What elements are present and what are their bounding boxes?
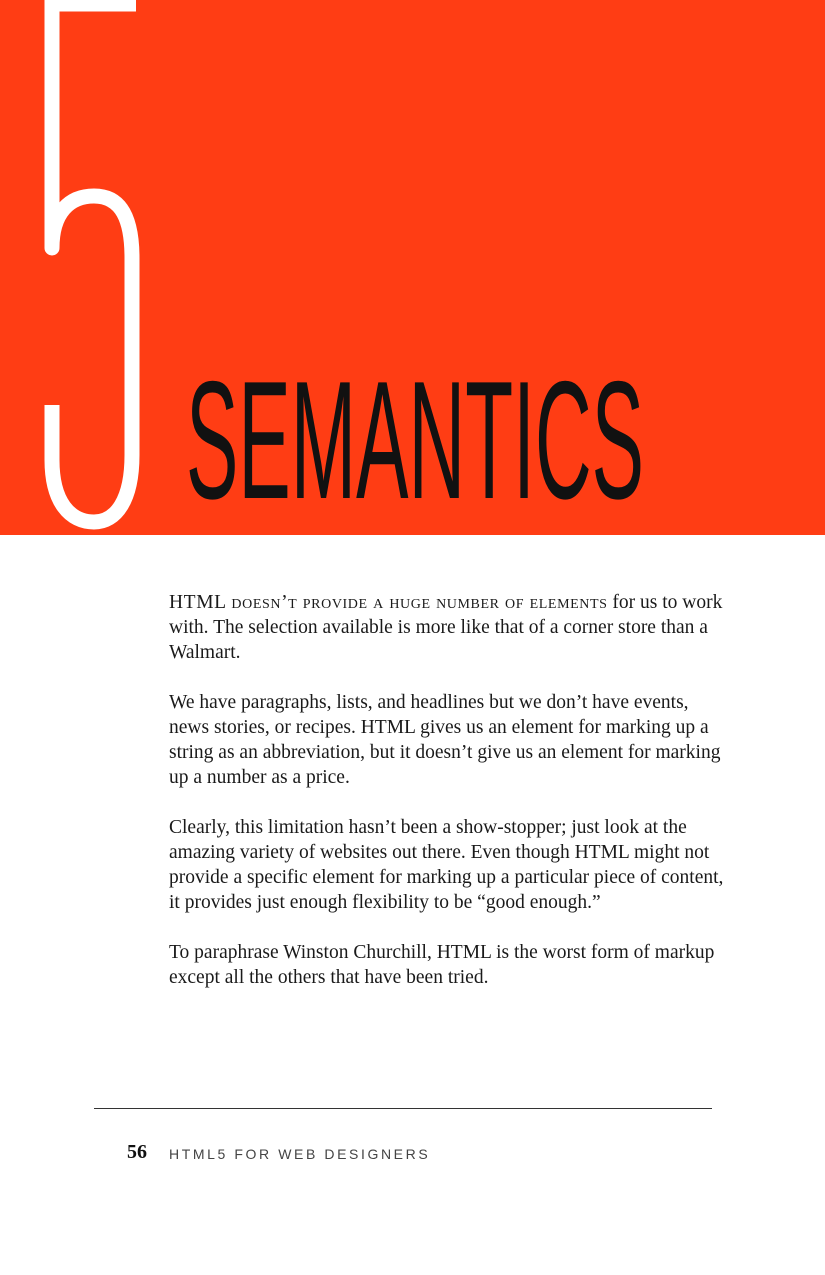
lead-in-small-caps: HTML doesn’t provide a huge number of elements bbox=[169, 592, 608, 613]
running-head: HTML5 FOR WEB DESIGNERS bbox=[169, 1146, 431, 1162]
paragraph: To paraphrase Winston Churchill, HTML is the worst form of markup except all the others that have been tried. bbox=[169, 942, 715, 988]
paragraph-text: for us to work with. The selection available is more like that of a corner store than a Walmart. bbox=[169, 592, 723, 663]
chapter-title bbox=[186, 280, 656, 534]
footer-rule bbox=[94, 1108, 712, 1109]
chapter-title-text: SEMANTICS bbox=[186, 346, 644, 534]
paragraph: Clearly, this limitation hasn’t been a show-stopper; just look at the amazing variety of websites out there. Even though HTML might not provide a specific element for marking up a particular piece of content, it provides just enough flexibility to be “good enough.” bbox=[169, 817, 724, 913]
page-number: 56 bbox=[127, 1141, 147, 1163]
paragraph bbox=[169, 590, 729, 665]
chapter-number bbox=[0, 0, 200, 545]
chapter-number-text: 5 bbox=[0, 0, 1, 1]
chapter-body bbox=[169, 590, 729, 1015]
paragraph: We have paragraphs, lists, and headlines but we don’t have events, news stories, or recipes. HTML gives us an element for marking up a string as an abbreviation, but it doesn’t give us an element for marking up a number as a price. bbox=[169, 692, 721, 788]
